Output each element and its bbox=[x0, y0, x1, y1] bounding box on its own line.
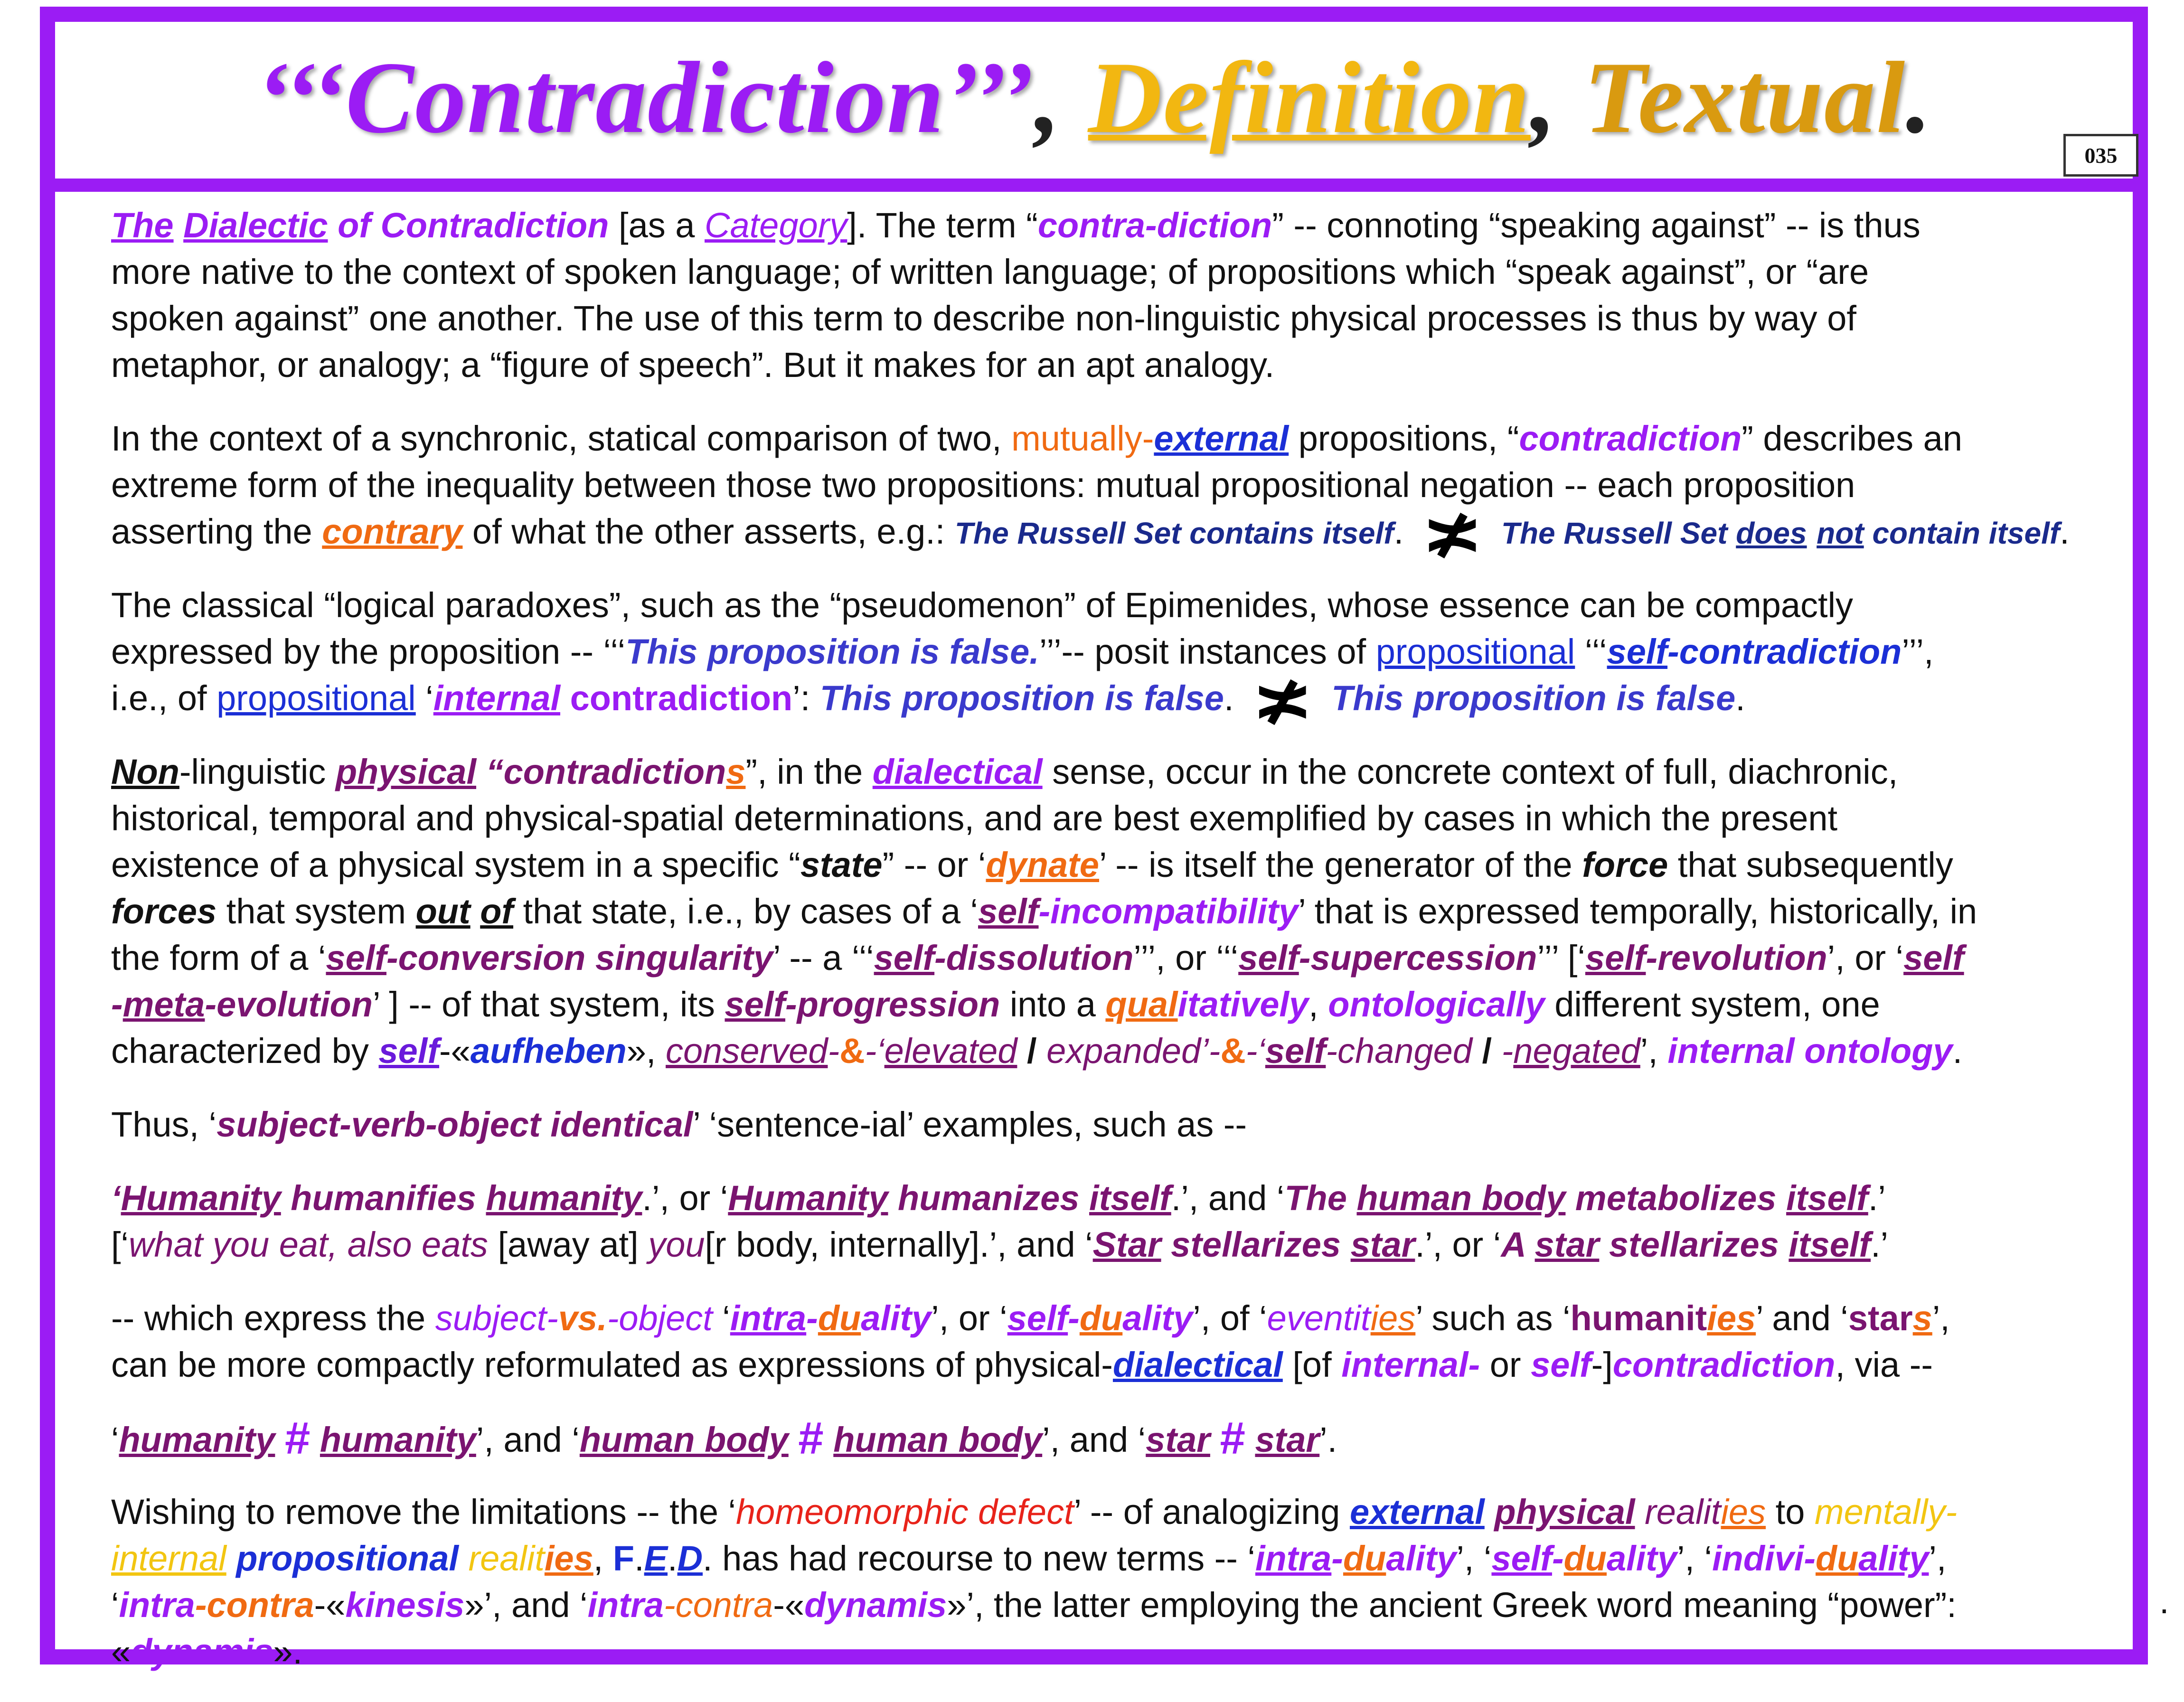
text-run: ’, bbox=[1929, 1539, 1947, 1578]
hash-icon: # bbox=[798, 1413, 824, 1464]
emphasis-self: self bbox=[1585, 938, 1646, 978]
text-run: »’, and ‘ bbox=[464, 1585, 588, 1625]
emphasis-contra: -contra bbox=[195, 1585, 314, 1625]
text-run: ’, bbox=[1932, 1298, 1950, 1338]
text-run: - bbox=[1804, 1539, 1816, 1578]
text-run: ’, or ‘ bbox=[931, 1298, 1007, 1338]
emphasis-dynamis: dynamis bbox=[131, 1632, 273, 1671]
emphasis-what-you-eat: what you eat, also eats bbox=[129, 1225, 488, 1264]
text-run: . bbox=[634, 1539, 644, 1578]
text-run: propositions, “ bbox=[1289, 419, 1519, 458]
text-run: ’’’, or ‘‘‘ bbox=[1133, 938, 1239, 978]
emphasis-changed: -changed bbox=[1326, 1031, 1472, 1071]
emphasis-ality: ality bbox=[1122, 1298, 1193, 1338]
emphasis-of: of bbox=[480, 892, 514, 931]
emphasis-humanity: humanity bbox=[119, 1420, 275, 1459]
emphasis-humanizes: humanizes bbox=[888, 1178, 1090, 1218]
emphasis-conversion-singularity: -conversion singularity bbox=[386, 938, 773, 978]
not-equivalent-icon: ≭ bbox=[1252, 660, 1313, 740]
text-run: ]. The term “ bbox=[847, 206, 1038, 245]
text-line bbox=[111, 1628, 2153, 1675]
text-run: or bbox=[1480, 1345, 1531, 1384]
emphasis-contra-diction: contra-diction bbox=[1037, 206, 1272, 245]
emphasis-plural-s: s bbox=[726, 752, 746, 791]
text-run: Thus, ‘ bbox=[111, 1105, 217, 1144]
text-run: ‘ bbox=[111, 1585, 119, 1625]
ampersand-symbol: & bbox=[1220, 1031, 1246, 1071]
text-run: i.e., of bbox=[111, 678, 217, 718]
emphasis-star: star bbox=[1146, 1420, 1210, 1459]
text-line bbox=[111, 1582, 2153, 1628]
emphasis-progression: -progression bbox=[785, 985, 1000, 1024]
emphasis-category: Category bbox=[705, 206, 847, 245]
text-line bbox=[111, 660, 2153, 740]
text-line bbox=[111, 1489, 2153, 1535]
text-run: ’’’ [‘ bbox=[1537, 938, 1585, 978]
text-run: ‘‘‘ bbox=[1575, 632, 1607, 671]
emphasis-self: self bbox=[1903, 938, 1964, 978]
text-run: that system bbox=[217, 892, 416, 931]
emphasis-contradiction: contradiction bbox=[1612, 1345, 1836, 1384]
emphasis-subject: subject- bbox=[435, 1298, 558, 1338]
text-run: ’, ‘ bbox=[1456, 1539, 1492, 1578]
text-run: .’ bbox=[1871, 1225, 1889, 1264]
text-line bbox=[111, 888, 2153, 935]
emphasis-self: self bbox=[978, 892, 1039, 931]
example-not: not bbox=[1817, 516, 1864, 550]
text-run: A bbox=[1501, 1225, 1535, 1264]
emphasis-intra: intra bbox=[730, 1298, 807, 1338]
emphasis-itatively: itatively bbox=[1177, 985, 1309, 1024]
page-number-badge: 035 bbox=[2063, 134, 2138, 177]
emphasis-aufheben: aufheben bbox=[470, 1031, 627, 1071]
emphasis-plural-s: s bbox=[1912, 1298, 1932, 1338]
emphasis-dialectical: dialectical bbox=[1112, 1345, 1283, 1384]
emphasis-contradiction: “contradiction bbox=[476, 752, 726, 791]
text-run: into a bbox=[1000, 985, 1106, 1024]
emphasis-svo-identical: subject-verb-object identical bbox=[217, 1105, 693, 1144]
title-separator: , bbox=[1035, 41, 1062, 154]
text-run: -- which express the bbox=[111, 1298, 435, 1338]
hash-icon: # bbox=[284, 1413, 311, 1464]
paragraph-examples bbox=[111, 1175, 2153, 1268]
emphasis-negated: negated bbox=[1513, 1031, 1640, 1071]
text-run: ‘ bbox=[415, 678, 433, 718]
text-line: metaphor, or analogy; a “figure of speech”. But it makes for an apt analogy. bbox=[111, 345, 1275, 385]
emphasis-conserved: conserved bbox=[666, 1031, 828, 1071]
emphasis-itself: itself bbox=[1789, 1225, 1871, 1264]
text-line bbox=[111, 1415, 2153, 1462]
text-line bbox=[111, 842, 2153, 888]
emphasis-physical: physical bbox=[1494, 1492, 1635, 1532]
text-run: [away at] bbox=[488, 1225, 649, 1264]
text-run: , bbox=[1309, 985, 1328, 1024]
emphasis-mentally: mentally- bbox=[1814, 1492, 1958, 1532]
text-run: ’: bbox=[792, 678, 820, 718]
text-run: the form of a ‘ bbox=[111, 938, 326, 978]
text-run: ’, ‘ bbox=[1677, 1539, 1713, 1578]
emphasis-humanity: Humanity bbox=[121, 1178, 281, 1218]
text-run: asserting the bbox=[111, 512, 322, 551]
text-run: ». bbox=[273, 1632, 303, 1671]
paragraph-new-terms bbox=[111, 1489, 2153, 1675]
text-run: can be more compactly reformulated as expressions of physical- bbox=[111, 1345, 1113, 1384]
text-run: ’ -- is itself the generator of the bbox=[1099, 845, 1582, 884]
text-run: ” describes an bbox=[1742, 419, 1962, 458]
text-run: - bbox=[828, 1031, 840, 1071]
ampersand-symbol: & bbox=[839, 1031, 865, 1071]
text-run: ’ such as ‘ bbox=[1415, 1298, 1571, 1338]
emphasis-du: du bbox=[1563, 1539, 1607, 1578]
emphasis-humanity: humanity bbox=[320, 1420, 476, 1459]
emphasis-e: E bbox=[644, 1539, 668, 1578]
text-run: expressed by the proposition -- ‘‘‘ bbox=[111, 632, 626, 671]
emphasis-human-body: human body bbox=[579, 1420, 789, 1459]
emphasis-state: state bbox=[800, 845, 883, 884]
page-title bbox=[55, 22, 2133, 174]
text-run: »’, the latter employing the ancient Greek word meaning “power”: bbox=[947, 1585, 1957, 1625]
text-run: -‘ bbox=[865, 1031, 885, 1071]
emphasis-mutually: mutually- bbox=[1011, 419, 1154, 458]
emphasis-force: force bbox=[1582, 845, 1668, 884]
text-run: - bbox=[1331, 1539, 1343, 1578]
emphasis-contrary: contrary bbox=[322, 512, 463, 551]
text-run: . has had recourse to new terms -- ‘ bbox=[703, 1539, 1255, 1578]
example-proposition-false: This proposition is false bbox=[819, 678, 1224, 718]
emphasis-star: star bbox=[1848, 1298, 1913, 1338]
text-run: ” -- connoting “speaking against” -- is thus bbox=[1272, 206, 1920, 245]
emphasis-star: star bbox=[1534, 1225, 1600, 1264]
emphasis-star: star bbox=[1255, 1420, 1320, 1459]
text-run: that subsequently bbox=[1668, 845, 1953, 884]
emphasis-contradiction: contradiction bbox=[1519, 419, 1742, 458]
emphasis-homeomorphic-defect: homeomorphic defect bbox=[736, 1492, 1074, 1532]
emphasis-physical: physical bbox=[335, 752, 477, 791]
emphasis-ies: ies bbox=[1721, 1492, 1766, 1532]
emphasis-human-body: human body bbox=[833, 1420, 1043, 1459]
text-line bbox=[111, 202, 2153, 249]
text-run: ‘ bbox=[111, 1178, 121, 1218]
emphasis-self: self bbox=[1238, 938, 1299, 978]
emphasis-self: self bbox=[725, 985, 785, 1024]
emphasis-metabolizes: metabolizes bbox=[1565, 1178, 1787, 1218]
emphasis-ies: ies bbox=[1370, 1298, 1416, 1338]
text-run: In the context of a synchronic, statical comparison of two, bbox=[111, 419, 1012, 458]
emphasis-self: self bbox=[326, 938, 386, 978]
text-line: spoken against” one another. The use of this term to describe non-linguistic physical processes is thus by way of bbox=[111, 299, 1856, 338]
emphasis-ality: ality bbox=[861, 1298, 932, 1338]
text-line bbox=[111, 1028, 2153, 1074]
text-run: -‘ bbox=[1245, 1031, 1265, 1071]
emphasis-supercession: -supercession bbox=[1299, 938, 1537, 978]
emphasis-f: F bbox=[612, 1539, 635, 1578]
text-run: -« bbox=[314, 1585, 346, 1625]
text-run: - bbox=[1068, 1298, 1080, 1338]
text-run: . bbox=[2060, 512, 2070, 551]
text-run: ’, of ‘ bbox=[1193, 1298, 1267, 1338]
text-run: - bbox=[1552, 1539, 1564, 1578]
paragraph-thus bbox=[111, 1101, 2153, 1148]
emphasis-you: you bbox=[648, 1225, 705, 1264]
text-run: ’’’, bbox=[1902, 632, 1934, 671]
text-run: - bbox=[1501, 1031, 1514, 1071]
title-period: . bbox=[1906, 41, 1932, 154]
hash-icon: # bbox=[1220, 1413, 1245, 1464]
text-run: ‘ bbox=[111, 1420, 119, 1459]
emphasis-propositional: propositional bbox=[226, 1539, 459, 1578]
example-does: does bbox=[1736, 516, 1807, 550]
emphasis-object: -object bbox=[607, 1298, 713, 1338]
text-run: ’ that is expressed temporally, historically, in bbox=[1298, 892, 1977, 931]
emphasis-ality: ality bbox=[1858, 1539, 1929, 1578]
example-proposition-false: This proposition is false. bbox=[625, 632, 1039, 671]
text-run: ’- bbox=[1201, 1031, 1221, 1071]
text-run: ’ ‘sentence-ial’ examples, such as -- bbox=[693, 1105, 1247, 1144]
text-run: - bbox=[111, 985, 123, 1024]
emphasis-ality: ality bbox=[1386, 1539, 1457, 1578]
text-run: Wishing to remove the limitations -- the ‘ bbox=[111, 1492, 736, 1532]
text-run: to bbox=[1766, 1492, 1815, 1532]
text-line bbox=[111, 981, 2153, 1028]
emphasis-revolution: -revolution bbox=[1646, 938, 1827, 978]
emphasis-du: du bbox=[1343, 1539, 1386, 1578]
emphasis-indivi: indivi bbox=[1712, 1539, 1804, 1578]
emphasis-self: self bbox=[874, 938, 935, 978]
text-line bbox=[111, 629, 2153, 675]
title-divider bbox=[55, 179, 2133, 192]
text-run: ’ and ‘ bbox=[1756, 1298, 1848, 1338]
example-russell-contains: The Russell Set contains itself bbox=[954, 516, 1394, 550]
text-line bbox=[111, 749, 2153, 795]
emphasis-internal-ontology: internal ontology bbox=[1667, 1031, 1953, 1071]
emphasis-dialectical: dialectical bbox=[872, 752, 1043, 791]
emphasis-ontologically: ontologically bbox=[1328, 985, 1545, 1024]
emphasis-out: out bbox=[415, 892, 471, 931]
paragraph-paradoxes bbox=[111, 582, 2153, 740]
text-run: - bbox=[806, 1298, 818, 1338]
text-run: ’, and ‘ bbox=[1042, 1420, 1146, 1459]
text-run: -« bbox=[439, 1031, 471, 1071]
emphasis-self: self bbox=[1007, 1298, 1068, 1338]
text-run: , via -- bbox=[1835, 1345, 1933, 1384]
title-definition: Definition bbox=[1088, 41, 1531, 154]
text-line bbox=[111, 1101, 2153, 1148]
emphasis-du: du bbox=[818, 1298, 861, 1338]
emphasis-contra: -contra bbox=[663, 1585, 773, 1625]
emphasis-incompatibility: -incompatibility bbox=[1038, 892, 1299, 931]
text-run: ’, and ‘ bbox=[476, 1420, 580, 1459]
text-run: -] bbox=[1591, 1345, 1613, 1384]
text-run: .’, or ‘ bbox=[1415, 1225, 1501, 1264]
text-run: characterized by bbox=[111, 1031, 379, 1071]
body-text bbox=[111, 202, 2153, 1702]
emphasis-the: The bbox=[111, 206, 174, 245]
emphasis-star: star bbox=[1350, 1225, 1415, 1264]
emphasis-human-body: human body bbox=[1356, 1178, 1566, 1218]
text-run: existence of a physical system in a specific “ bbox=[111, 845, 800, 884]
text-run: of what the other asserts, e.g.: bbox=[462, 512, 955, 551]
text-run: that state, i.e., by cases of a ‘ bbox=[513, 892, 978, 931]
emphasis-vs: vs. bbox=[558, 1298, 607, 1338]
emphasis-dynamis: dynamis bbox=[804, 1585, 947, 1625]
text-run: . bbox=[1393, 512, 1404, 551]
example-russell-not-contains: The Russell Set bbox=[1501, 516, 1736, 550]
emphasis-dialectic: Dialectic bbox=[183, 206, 328, 245]
text-line bbox=[111, 1175, 2153, 1222]
emphasis-star: Star bbox=[1092, 1225, 1161, 1264]
title-separator: , bbox=[1530, 41, 1557, 154]
emphasis-internal: internal- bbox=[1341, 1345, 1480, 1384]
text-run: ’ -- of analogizing bbox=[1073, 1492, 1350, 1532]
paragraph-synchronic bbox=[111, 415, 2153, 573]
text-run: ’’’-- posit instances of bbox=[1039, 632, 1376, 671]
text-run: [as a bbox=[609, 206, 705, 245]
emphasis-itself: itself bbox=[1786, 1178, 1868, 1218]
text-run: .’, or ‘ bbox=[642, 1178, 728, 1218]
text-run: The bbox=[1284, 1178, 1357, 1218]
text-run: sense, occur in the concrete context of full, diachronic, bbox=[1042, 752, 1898, 791]
emphasis-du: du bbox=[1816, 1539, 1859, 1578]
text-run: , bbox=[593, 1539, 613, 1578]
emphasis-dynate: dynate bbox=[986, 845, 1099, 884]
emphasis-self: self bbox=[378, 1031, 440, 1071]
emphasis-contradiction: -contradiction bbox=[1667, 632, 1902, 671]
text-run: .’, and ‘ bbox=[1171, 1178, 1285, 1218]
text-run: . bbox=[1952, 1031, 1963, 1071]
emphasis-self: self bbox=[1531, 1345, 1591, 1384]
emphasis-intra: intra bbox=[587, 1585, 664, 1625]
emphasis-stellarizes: stellarizes bbox=[1161, 1225, 1351, 1264]
text-run bbox=[1485, 1492, 1495, 1532]
emphasis-du: du bbox=[1079, 1298, 1123, 1338]
text-run: ’, or ‘ bbox=[1827, 938, 1904, 978]
text-run: .’ bbox=[1868, 1178, 1886, 1218]
emphasis-kinesis: kinesis bbox=[345, 1585, 465, 1625]
not-equivalent-icon: ≭ bbox=[1422, 493, 1482, 573]
emphasis-humanifies: humanifies bbox=[281, 1178, 486, 1218]
emphasis-ies: ies bbox=[1707, 1298, 1756, 1338]
text-run: », bbox=[626, 1031, 666, 1071]
text-run: . bbox=[1224, 678, 1234, 718]
emphasis-self: self bbox=[1491, 1539, 1552, 1578]
emphasis-propositional: propositional bbox=[1375, 632, 1575, 671]
text-run: [‘ bbox=[111, 1225, 129, 1264]
emphasis-eventit: eventit bbox=[1267, 1298, 1371, 1338]
emphasis-intra: intra bbox=[1255, 1539, 1332, 1578]
text-line: more native to the context of spoken language; of written language; of propositions which “speak against”, or “are bbox=[111, 252, 1869, 292]
emphasis-intra: intra bbox=[119, 1585, 195, 1625]
emphasis-contradiction: contradiction bbox=[560, 678, 793, 718]
text-line: extreme form of the inequality between those two propositions: mutual propositional negation -- each proposition bbox=[111, 465, 1855, 505]
title-textual: Textual bbox=[1583, 41, 1906, 154]
emphasis-d: D bbox=[677, 1539, 703, 1578]
text-run: ’. bbox=[1319, 1420, 1337, 1459]
emphasis-meta: meta bbox=[122, 985, 205, 1024]
emphasis-humanity: humanity bbox=[486, 1178, 642, 1218]
emphasis-stellarizes: stellarizes bbox=[1599, 1225, 1789, 1264]
emphasis-propositional: propositional bbox=[217, 678, 416, 718]
emphasis-humanity: Humanity bbox=[728, 1178, 888, 1218]
text-run: ’ ] -- of that system, its bbox=[372, 985, 725, 1024]
edge-mark: . bbox=[2159, 1581, 2169, 1621]
emphasis-internal: internal bbox=[433, 678, 561, 718]
example-contain-itself: contain itself bbox=[1864, 516, 2060, 550]
text-run: -linguistic bbox=[179, 752, 336, 791]
text-run: [r body, internally].’, and ‘ bbox=[705, 1225, 1093, 1264]
title-contradiction: ‘‘‘Contradiction’’’ bbox=[255, 41, 1035, 154]
emphasis-external: external bbox=[1349, 1492, 1485, 1532]
emphasis-forces: forces bbox=[111, 892, 217, 931]
text-line bbox=[111, 1222, 2153, 1268]
emphasis-itself: itself bbox=[1089, 1178, 1171, 1218]
paragraph-dialectic bbox=[111, 202, 2153, 388]
emphasis-expanded: expanded bbox=[1046, 1031, 1201, 1071]
text-run: ”, in the bbox=[745, 752, 873, 791]
example-proposition-false: This proposition is false bbox=[1331, 678, 1736, 718]
emphasis-of-contradiction: of Contradiction bbox=[338, 206, 609, 245]
text-line bbox=[111, 1535, 2153, 1582]
text-line bbox=[111, 935, 2153, 981]
emphasis-ality: ality bbox=[1607, 1539, 1677, 1578]
text-line bbox=[111, 1342, 2153, 1388]
page-frame bbox=[40, 7, 2148, 1671]
text-run: ” -- or ‘ bbox=[882, 845, 986, 884]
text-run: different system, one bbox=[1544, 985, 1880, 1024]
paragraph-intra-duality bbox=[111, 1295, 2153, 1388]
text-line bbox=[111, 415, 2153, 462]
emphasis-evolution: -evolution bbox=[205, 985, 373, 1024]
emphasis-external: external bbox=[1154, 419, 1289, 458]
emphasis-elevated: elevated bbox=[884, 1031, 1017, 1071]
emphasis-internal: internal bbox=[111, 1539, 226, 1578]
slash-symbol: / bbox=[1472, 1031, 1502, 1071]
text-line bbox=[111, 493, 2153, 573]
text-run: [of bbox=[1282, 1345, 1342, 1384]
text-line: The classical “logical paradoxes”, such as the “pseudomenon” of Epimenides, whose essence can be compactly bbox=[111, 585, 1854, 625]
text-run: ’, bbox=[1640, 1031, 1668, 1071]
text-run: . bbox=[668, 1539, 678, 1578]
emphasis-non: Non bbox=[111, 752, 179, 791]
paragraph-hash-forms bbox=[111, 1415, 2153, 1462]
emphasis-realit: realit bbox=[1635, 1492, 1721, 1532]
text-run: ‘ bbox=[712, 1298, 730, 1338]
emphasis-dissolution: -dissolution bbox=[934, 938, 1134, 978]
slash-symbol: / bbox=[1017, 1031, 1047, 1071]
text-line bbox=[111, 1295, 2153, 1342]
paragraph-physical-contradictions bbox=[111, 749, 2153, 1074]
text-run: -« bbox=[773, 1585, 805, 1625]
text-run: ’ -- a ‘‘‘ bbox=[773, 938, 874, 978]
emphasis-humanit: humanit bbox=[1570, 1298, 1707, 1338]
emphasis-qual: qual bbox=[1105, 985, 1178, 1024]
emphasis-realit: realit bbox=[458, 1539, 545, 1578]
text-line: historical, temporal and physical-spatial determinations, and are best exemplified by cases in which the present bbox=[111, 799, 1838, 838]
emphasis-self: self bbox=[1607, 632, 1668, 671]
emphasis-self: self bbox=[1265, 1031, 1326, 1071]
text-run: « bbox=[111, 1632, 131, 1671]
text-run: . bbox=[1735, 678, 1745, 718]
emphasis-ies: ies bbox=[544, 1539, 593, 1578]
